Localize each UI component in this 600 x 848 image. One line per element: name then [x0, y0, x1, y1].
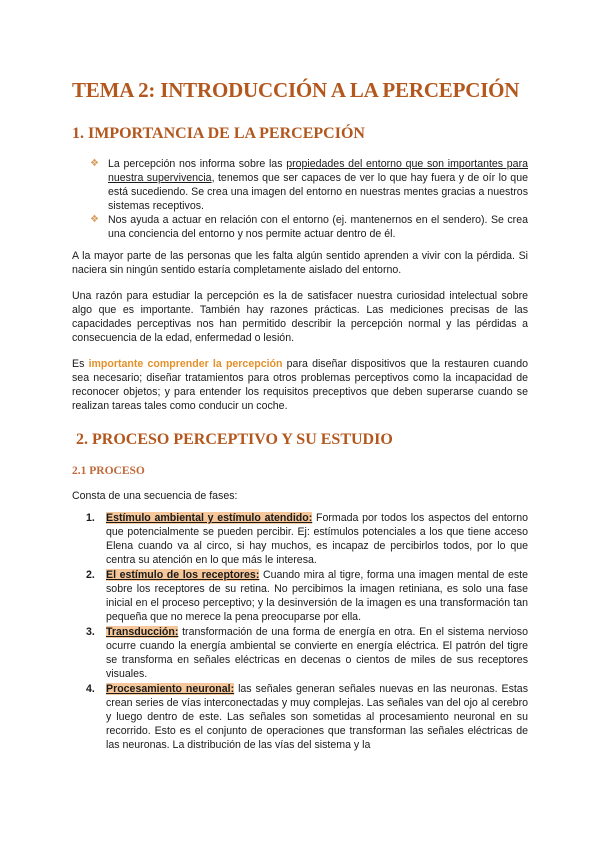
- bullet-1-underlined: propiedades del entorno que son importantes para nuestra supervivencia: [108, 158, 528, 184]
- paragraph-3: [72, 357, 528, 413]
- list-item: [86, 682, 528, 752]
- list-item: [86, 568, 528, 624]
- step-text: las señales generan señales nuevas en las neuronas. Estas crean series de vías interconectadas y muy complejas. Las señales van del ojo al cerebro y luego dentro de este. Las señales son sometidas al procesamiento neuronal en su recorrido. Esto es el conjunto de operaciones que transforman las señales eléctricas de las neuronas. La distribución de las vías del sistema y la: [106, 683, 528, 751]
- bullet-2-text: Nos ayuda a actuar en relación con el entorno (ej. mantenernos en el sendero). Se crea una conciencia del entorno y nos permite actuar dentro de él.: [108, 214, 528, 240]
- page-title: TEMA 2: INTRODUCCIÓN A LA PERCEPCIÓN: [72, 78, 520, 102]
- list-item: [86, 625, 528, 681]
- step-text: Formada por todos los aspectos del entorno que potencialmente se pueden percibir. Ej: estímulos potenciales a los que tiene acceso Elena cuando va al circo, si hay muchos, es incapaz de percibirlos todos, por lo que centra su atención en lo que más le interesa.: [106, 512, 529, 566]
- step-text: transformación de una forma de energía en otra. En el sistema nervioso ocurre cuando la energía ambiental se convierte en energía eléctrica. El patrón del tigre se transforma en señales eléctricas en decenas o cientos de miles de sus receptores visuales.: [106, 626, 528, 680]
- paragraph-1: A la mayor parte de las personas que les falta algún sentido aprenden a vivir con la pérdida. Si naciera sin ningún sentido estaría completamente aislado del entorno.: [72, 250, 528, 276]
- diamond-bullet-icon: ❖: [90, 214, 99, 225]
- diamond-bullet-icon: ❖: [90, 158, 99, 169]
- section-2-heading: 2. PROCESO PERCEPTIVO Y SU ESTUDIO: [76, 431, 393, 448]
- paragraph-2: Una razón para estudiar la percepción es la de satisfacer nuestra curiosidad intelectual sobre algo que es importante. También hay razones prácticas. Las mediciones precisas de las capacidades perceptivas nos han permitido describir la percepción normal y las pérdidas a consecuencia de la edad, enfermedad o lesión.: [72, 290, 528, 344]
- subsection-2-1-heading: 2.1 PROCESO: [72, 465, 145, 477]
- bullet-1-post: , tenemos que ser capaces de ver lo que hay fuera y de oír lo que está sucediendo. Se crea una imagen del entorno en nuestras mentes gracias a nuestros sistemas receptivos.: [108, 172, 528, 212]
- paragraph-3-highlight: importante comprender la percepción: [88, 358, 283, 370]
- paragraph-3-post: para diseñar dispositivos que la restauren cuando sea necesario; diseñar tratamientos para otros problemas perceptivos como la incapacidad de reconocer objetos; y para entender los requisitos preceptivos que deben superarse cuando se realizan tareas tales como conducir un coche.: [72, 358, 528, 412]
- step-number: 4.: [86, 683, 95, 695]
- list-item: [90, 157, 528, 213]
- paragraph-3-pre: Es: [72, 358, 89, 370]
- list-item: [86, 511, 529, 567]
- step-text: Cuando mira al tigre, forma una imagen mental de este sobre los receptores de su retina. No percibimos la imagen retiniana, es solo una fase inicial en el proceso perceptivo; y la desinversión de la imagen es una transformación tan pequeña que no merece la pena preocuparse por ella.: [106, 569, 528, 623]
- step-term: Procesamiento neuronal:: [106, 683, 235, 695]
- step-number: 1.: [86, 512, 95, 524]
- step-term: El estímulo de los receptores:: [106, 569, 260, 581]
- bullet-1-pre: La percepción nos informa sobre las: [108, 158, 287, 170]
- step-term: Transducción:: [106, 626, 179, 638]
- bullet-list: [90, 157, 528, 241]
- steps-list: [86, 511, 529, 752]
- section-1-heading: 1. IMPORTANCIA DE LA PERCEPCIÓN: [72, 125, 365, 142]
- step-term: Estímulo ambiental y estímulo atendido:: [106, 512, 313, 524]
- steps-intro: Consta de una secuencia de fases:: [72, 490, 238, 502]
- step-number: 2.: [86, 569, 95, 581]
- step-number: 3.: [86, 626, 95, 638]
- list-item: [90, 213, 528, 241]
